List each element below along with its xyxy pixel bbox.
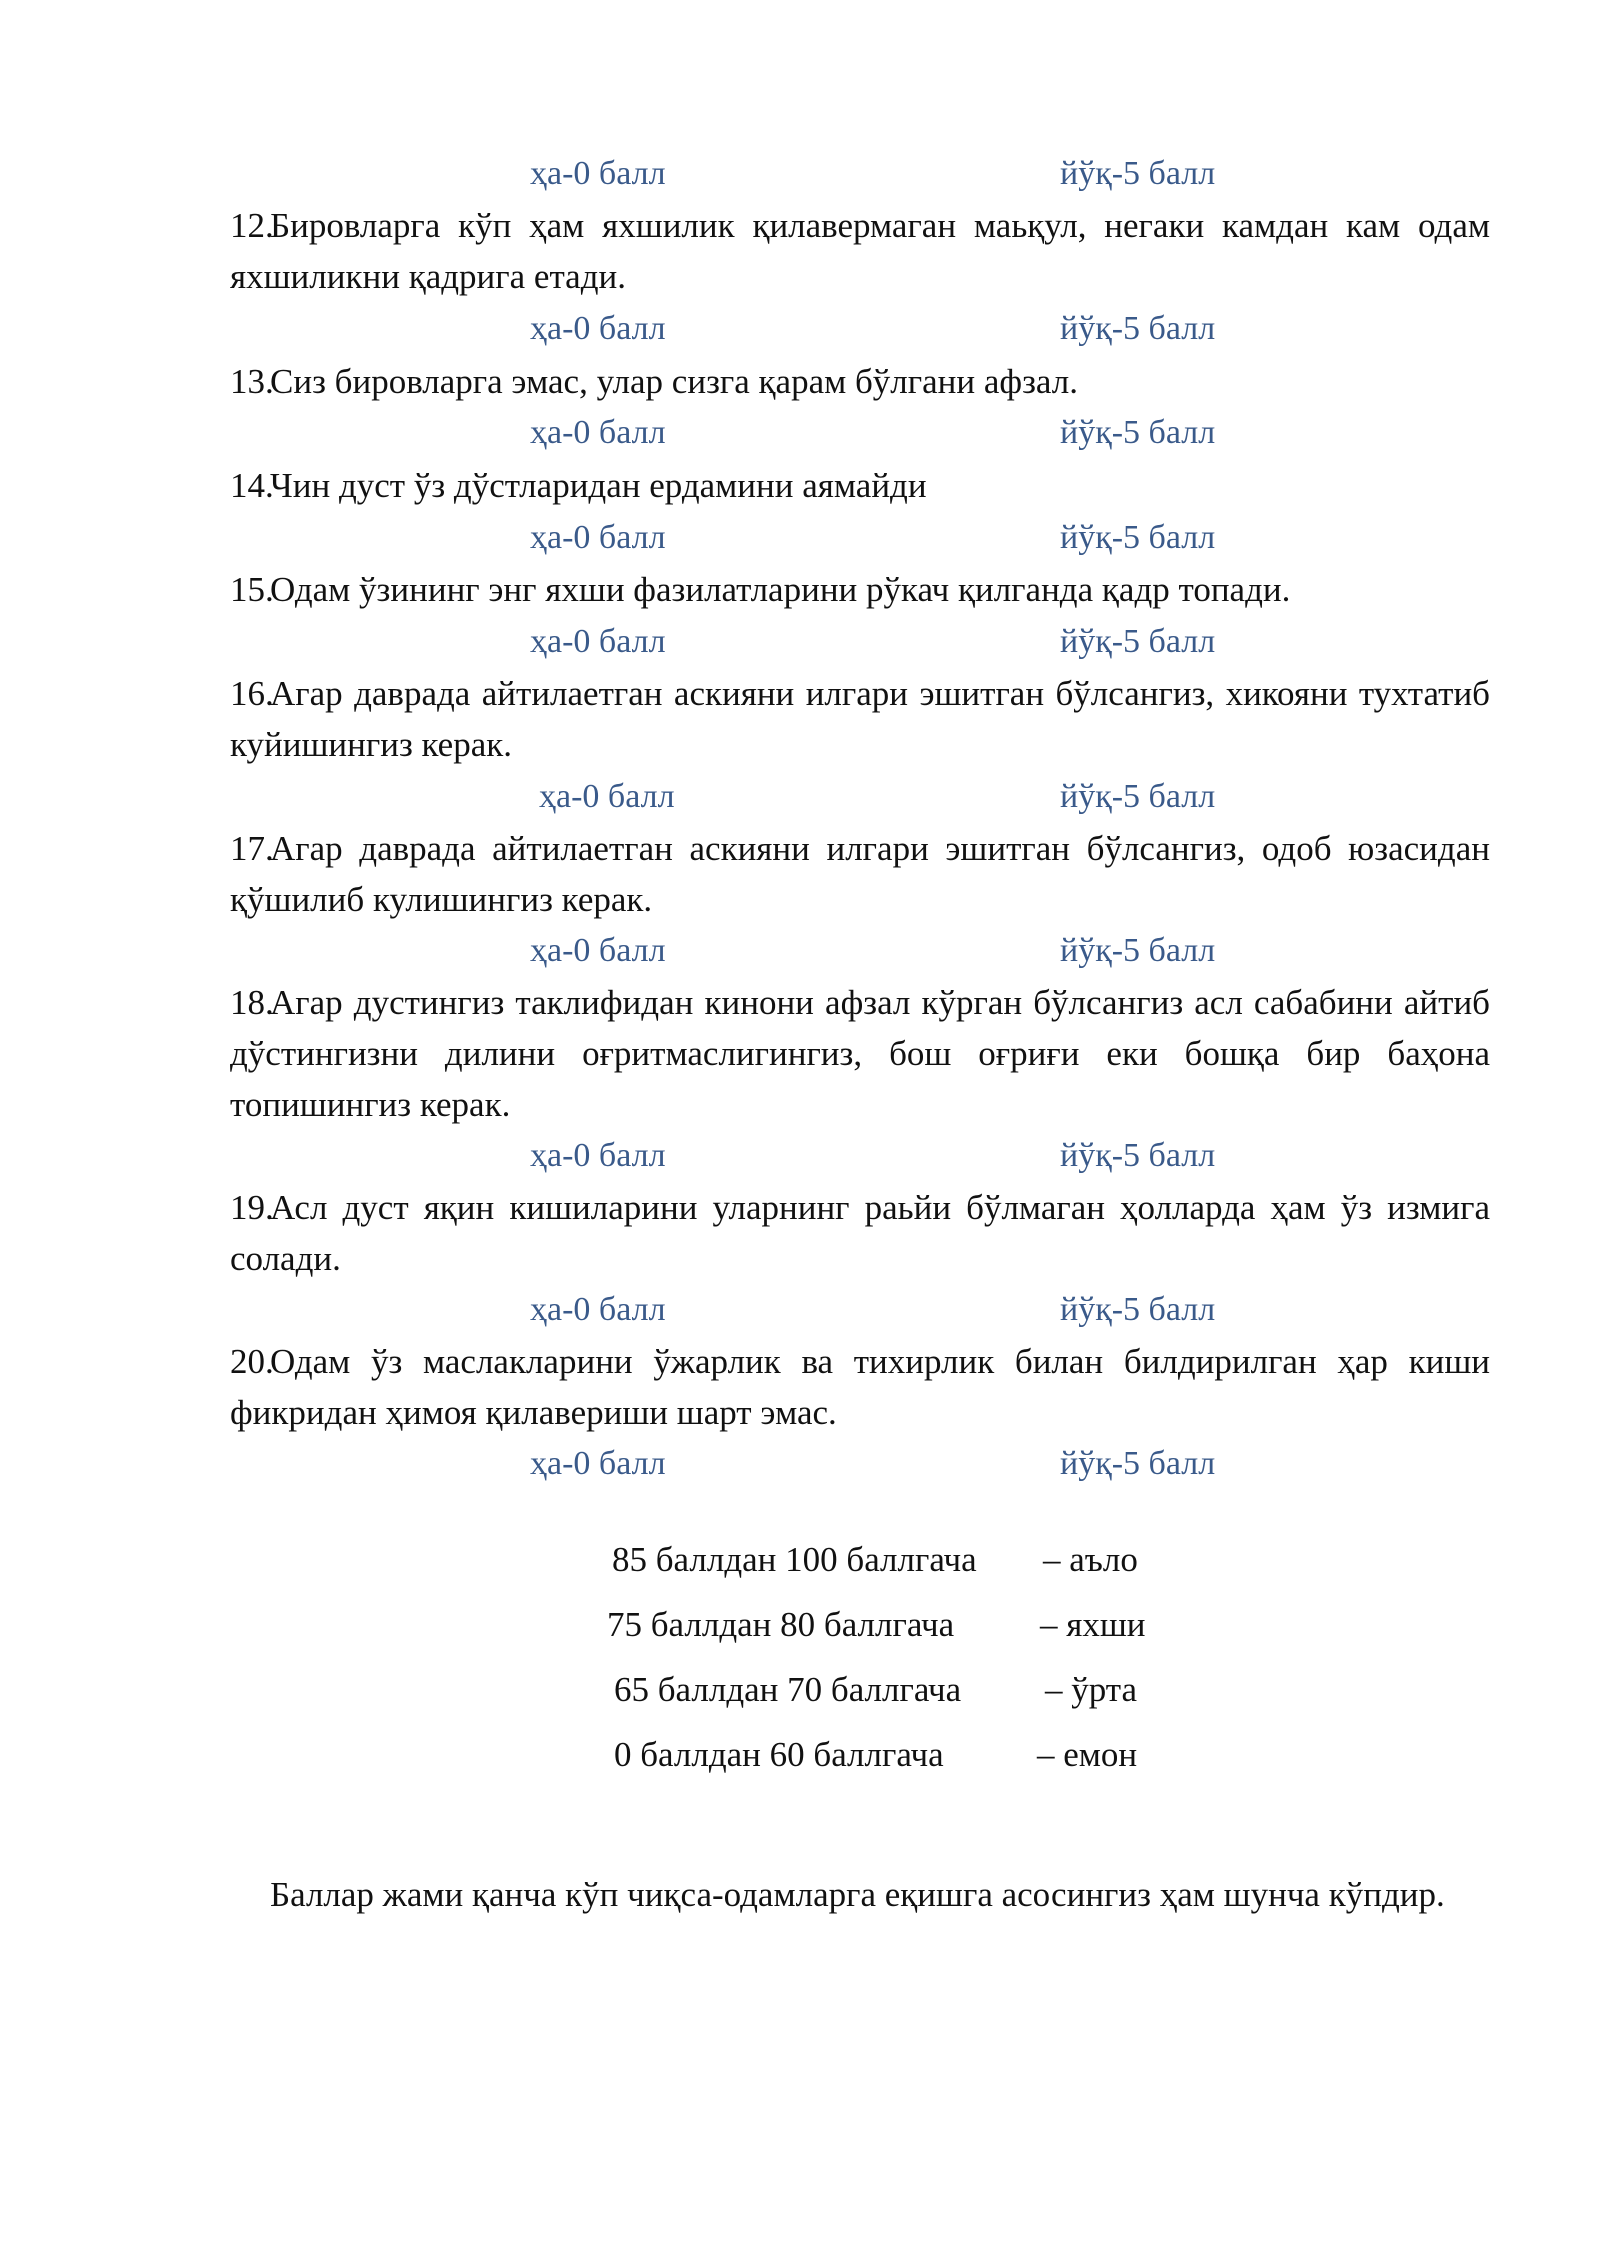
question-number: 16. xyxy=(230,674,274,713)
question-20 xyxy=(230,1336,1490,1438)
answer-no: йўқ-5 балл xyxy=(1060,778,1216,815)
question-number: 18. xyxy=(230,983,274,1022)
question-13 xyxy=(230,356,1490,407)
conclusion-paragraph: Баллар жами қанча кўп чиқса-одамларга еқишга асосингиз ҳам шунча кўпдир. xyxy=(270,1875,1445,1914)
question-16 xyxy=(230,668,1490,770)
question-text: Агар дустингиз таклифидан кинони афзал кўрган бўлсангиз асл сабабини айтиб дўстингизни дилини оғритмаслигингиз, бош оғриғи еки бошқа бир баҳона топишингиз керак. xyxy=(230,983,1490,1124)
answer-no: йўқ-5 балл xyxy=(1060,519,1216,556)
question-number: 17. xyxy=(230,829,274,868)
question-15 xyxy=(230,564,1490,615)
scale-grade: – аъло xyxy=(1043,1540,1138,1579)
question-number: 19. xyxy=(230,1188,274,1227)
answer-yes: ҳа-0 балл xyxy=(539,778,675,815)
scale-row-average xyxy=(0,1667,1600,1713)
scale-grade: – яхши xyxy=(1040,1605,1146,1644)
answer-yes: ҳа-0 балл xyxy=(530,1137,666,1174)
question-number: 15. xyxy=(230,570,274,609)
question-14 xyxy=(230,460,1490,511)
answer-no: йўқ-5 балл xyxy=(1060,155,1216,192)
answer-no: йўқ-5 балл xyxy=(1060,310,1216,347)
answer-no: йўқ-5 балл xyxy=(1060,1291,1216,1328)
question-text: Одам ўз маслакларини ўжарлик ва тихирлик билан билдирилган ҳар киши фикридан ҳимоя қилавериши шарт эмас. xyxy=(230,1342,1490,1432)
question-17 xyxy=(230,823,1490,925)
scale-row-good xyxy=(0,1602,1600,1648)
question-text: Сиз бировларга эмас, улар сизга қарам бўлгани афзал. xyxy=(270,362,1078,401)
question-number: 20. xyxy=(230,1342,274,1381)
answer-row-12 xyxy=(0,307,1600,351)
answer-row-11 xyxy=(0,152,1600,196)
answer-yes: ҳа-0 балл xyxy=(530,155,666,192)
answer-row-20 xyxy=(0,1442,1600,1486)
answer-yes: ҳа-0 балл xyxy=(530,623,666,660)
question-text: Агар даврада айтилаетган аскияни илгари эшитган бўлсангиз, одоб юзасидан қўшилиб кулишингиз керак. xyxy=(230,829,1490,919)
question-number: 14. xyxy=(230,466,274,505)
question-19 xyxy=(230,1182,1490,1284)
question-text: Агар даврада айтилаетган аскияни илгари эшитган бўлсангиз, хикояни тухтатиб куйишингиз керак. xyxy=(230,674,1490,764)
question-text: Одам ўзининг энг яхши фазилатларини рўкач қилганда қадр топади. xyxy=(270,570,1291,609)
question-18 xyxy=(230,977,1490,1130)
answer-yes: ҳа-0 балл xyxy=(530,932,666,969)
question-number: 12. xyxy=(230,206,274,245)
answer-no: йўқ-5 балл xyxy=(1060,414,1216,451)
answer-no: йўқ-5 балл xyxy=(1060,1137,1216,1174)
scale-range: 65 баллдан 70 баллгача xyxy=(614,1670,962,1709)
scale-row-poor xyxy=(0,1732,1600,1778)
question-number: 13. xyxy=(230,362,274,401)
scale-grade: – ўрта xyxy=(1045,1670,1138,1709)
answer-no: йўқ-5 балл xyxy=(1060,623,1216,660)
scale-row-excellent xyxy=(0,1537,1600,1583)
answer-row-16 xyxy=(0,775,1600,819)
answer-row-18 xyxy=(0,1134,1600,1178)
answer-row-17 xyxy=(0,929,1600,973)
scale-range: 85 баллдан 100 баллгача xyxy=(612,1540,977,1579)
answer-row-15 xyxy=(0,620,1600,664)
answer-yes: ҳа-0 балл xyxy=(530,310,666,347)
question-text: Асл дуст яқин кишиларини уларнинг раьйи бўлмаган ҳолларда ҳам ўз измига солади. xyxy=(230,1188,1490,1278)
answer-no: йўқ-5 балл xyxy=(1060,1445,1216,1482)
answer-row-13 xyxy=(0,411,1600,455)
question-text: Бировларга кўп ҳам яхшилик қилавермаган маьқул, негаки камдан кам одам яхшиликни қадрига етади. xyxy=(230,206,1490,296)
answer-yes: ҳа-0 балл xyxy=(530,414,666,451)
answer-yes: ҳа-0 балл xyxy=(530,519,666,556)
answer-yes: ҳа-0 балл xyxy=(530,1445,666,1482)
scale-range: 75 баллдан 80 баллгача xyxy=(607,1605,955,1644)
answer-yes: ҳа-0 балл xyxy=(530,1291,666,1328)
answer-no: йўқ-5 балл xyxy=(1060,932,1216,969)
scale-range: 0 баллдан 60 баллгача xyxy=(614,1735,944,1774)
answer-row-14 xyxy=(0,516,1600,560)
question-text: Чин дуст ўз дўстларидан ердамини аямайди xyxy=(270,466,927,505)
question-12 xyxy=(230,200,1490,302)
answer-row-19 xyxy=(0,1288,1600,1332)
scale-grade: – емон xyxy=(1037,1735,1138,1774)
